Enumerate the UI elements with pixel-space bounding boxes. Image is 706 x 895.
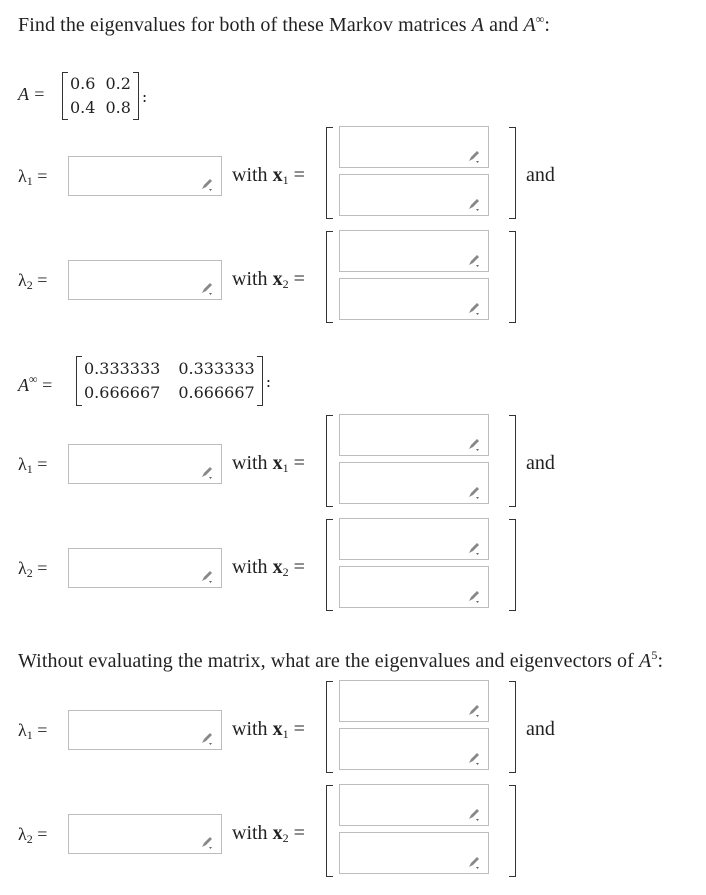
vector-left-bracket <box>326 415 333 507</box>
section3-prompt: Without evaluating the matrix, what are the eigenvalues and eigenvectors of $A^5$: <box>18 648 664 672</box>
pencil-icon[interactable] <box>466 300 482 316</box>
vector-left-bracket <box>326 519 333 611</box>
matrix-ainf-entries <box>82 358 257 404</box>
with-x1-label: with $x_1$ = <box>232 164 305 187</box>
with-x2-label: with $x_2$ = <box>232 556 305 579</box>
pencil-icon[interactable] <box>199 280 215 296</box>
vector-left-bracket <box>326 681 333 773</box>
vector-right-bracket <box>509 231 516 323</box>
lambda-2-label: $\lambda_2$ = <box>18 558 48 580</box>
vector-left-bracket <box>326 785 333 877</box>
pencil-icon[interactable] <box>466 750 482 766</box>
matrix-right-bracket <box>133 72 139 120</box>
matrix-right-bracket <box>257 356 263 406</box>
with-x2-label: with $x_2$ = <box>232 822 305 845</box>
lambda-1-label: $\lambda_1$ = <box>18 720 48 742</box>
pencil-icon[interactable] <box>466 252 482 268</box>
x2-component-1-input[interactable] <box>339 230 489 272</box>
pencil-icon[interactable] <box>466 588 482 604</box>
pencil-icon[interactable] <box>466 702 482 718</box>
matrix-ainf <box>76 356 271 406</box>
x2-component-2-input[interactable] <box>339 566 489 608</box>
matrix-colon: : <box>141 86 148 106</box>
lambda-1-input[interactable] <box>68 156 222 196</box>
and-label: and <box>526 718 555 740</box>
lambda-2-input[interactable] <box>68 260 222 300</box>
vector-left-bracket <box>326 127 333 219</box>
vector-right-bracket <box>509 127 516 219</box>
pencil-icon[interactable] <box>199 568 215 584</box>
vector-right-bracket <box>509 519 516 611</box>
lambda-2-label: $\lambda_2$ = <box>18 270 48 292</box>
x2-component-1-input[interactable] <box>339 784 489 826</box>
pencil-icon[interactable] <box>466 196 482 212</box>
x1-component-2-input[interactable] <box>339 462 489 504</box>
x1-component-1-input[interactable] <box>339 680 489 722</box>
pencil-icon[interactable] <box>466 854 482 870</box>
x1-component-1-input[interactable] <box>339 414 489 456</box>
matrix-colon: : <box>265 371 272 391</box>
matrix-entry: 0.666667 <box>178 383 255 402</box>
matrix-entry: 0.333333 <box>178 359 255 378</box>
pencil-icon[interactable] <box>199 464 215 480</box>
pencil-icon[interactable] <box>466 540 482 556</box>
lambda-1-label: $\lambda_1$ = <box>18 166 48 188</box>
pencil-icon[interactable] <box>466 806 482 822</box>
pencil-icon[interactable] <box>466 436 482 452</box>
vector-left-bracket <box>326 231 333 323</box>
matrix-entry: 0.8 <box>105 98 131 117</box>
matrix-entry: 0.6 <box>70 74 96 93</box>
pencil-icon[interactable] <box>199 730 215 746</box>
matrix-entry: 0.4 <box>70 98 96 117</box>
matrix-entry: 0.333333 <box>84 359 161 378</box>
pencil-icon[interactable] <box>199 176 215 192</box>
lambda-1-label: $\lambda_1$ = <box>18 454 48 476</box>
matrix-ainf-label: A∞ = <box>18 372 53 395</box>
vector-right-bracket <box>509 415 516 507</box>
vector-right-bracket <box>509 681 516 773</box>
and-label: and <box>526 452 555 474</box>
lambda-2-label: $\lambda_2$ = <box>18 824 48 846</box>
lambda-1-input[interactable] <box>68 444 222 484</box>
matrix-a <box>62 72 147 120</box>
matrix-a-label: A = <box>18 84 46 104</box>
x1-component-2-input[interactable] <box>339 728 489 770</box>
with-x2-label: with $x_2$ = <box>232 268 305 291</box>
with-x1-label: with $x_1$ = <box>232 718 305 741</box>
pencil-icon[interactable] <box>199 834 215 850</box>
lambda-2-input[interactable] <box>68 814 222 854</box>
x1-component-1-input[interactable] <box>339 126 489 168</box>
with-x1-label: with $x_1$ = <box>232 452 305 475</box>
matrix-a-entries <box>68 73 133 119</box>
pencil-icon[interactable] <box>466 484 482 500</box>
vector-right-bracket <box>509 785 516 877</box>
x2-component-2-input[interactable] <box>339 278 489 320</box>
matrix-entry: 0.2 <box>105 74 131 93</box>
x2-component-1-input[interactable] <box>339 518 489 560</box>
x1-component-2-input[interactable] <box>339 174 489 216</box>
lambda-1-input[interactable] <box>68 710 222 750</box>
and-label: and <box>526 164 555 186</box>
question-prompt: Find the eigenvalues for both of these Markov matrices A and A∞: <box>18 12 551 36</box>
pencil-icon[interactable] <box>466 148 482 164</box>
x2-component-2-input[interactable] <box>339 832 489 874</box>
matrix-entry: 0.666667 <box>84 383 161 402</box>
lambda-2-input[interactable] <box>68 548 222 588</box>
